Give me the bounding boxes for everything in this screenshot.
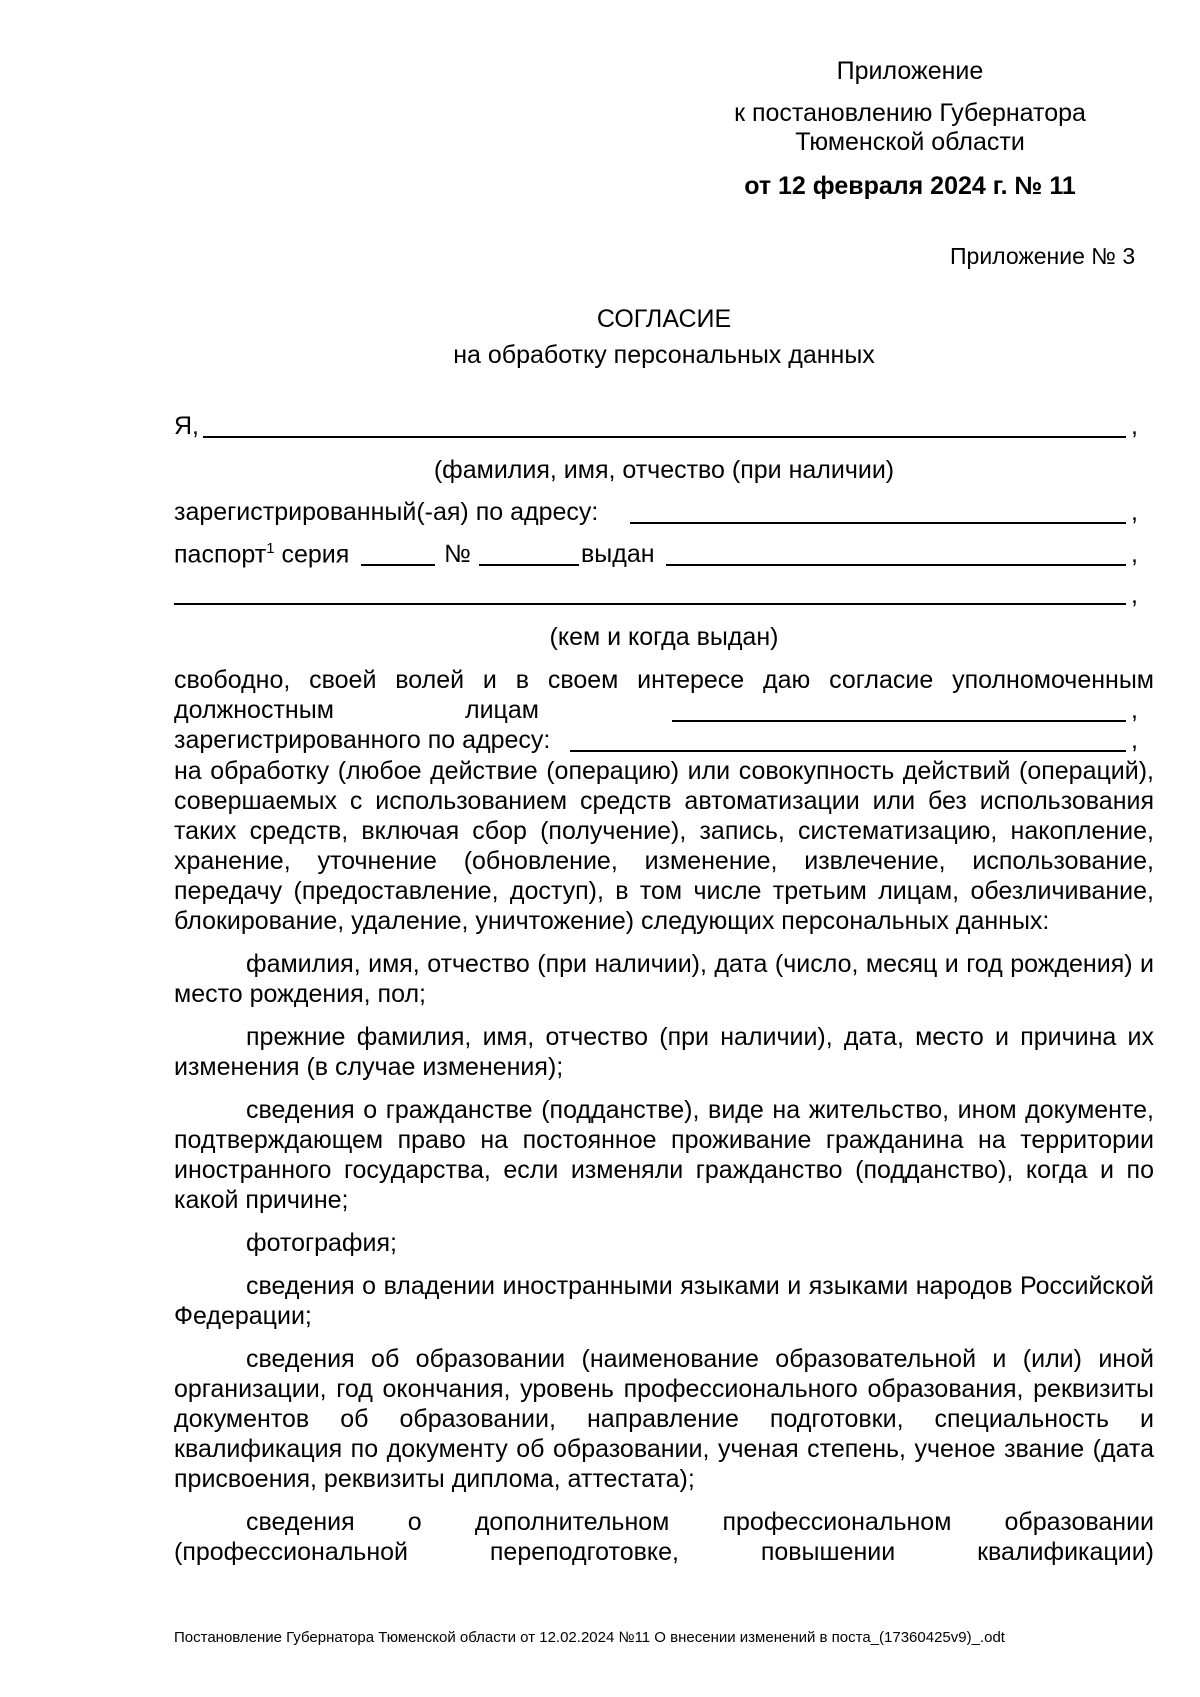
- officials-word2: лицам: [465, 696, 539, 724]
- officials-word1: должностным: [174, 696, 334, 724]
- resolution-line2: Тюменской области: [795, 128, 1025, 156]
- address-field-line[interactable]: [630, 522, 1126, 524]
- fio-field-line[interactable]: [203, 436, 1126, 438]
- consent-body: [174, 756, 1154, 1580]
- consent-line1-text: [174, 666, 1154, 695]
- fio-caption: (фамилия, имя, отчество (при наличии): [433, 456, 895, 484]
- data-item: фамилия, имя, отчество (при наличии), дата (число, месяц и год рождения) и место рождения, пол;: [174, 950, 1154, 1008]
- issued-field-line-2[interactable]: [174, 603, 1126, 605]
- registered2-label: зарегистрированного по адресу:: [174, 726, 551, 754]
- data-item: сведения об образовании (наименование образовательной и (или) иной организации, год окончания, уровень профессионального образования, реквизиты документов об образовании, направление подготовки, специальность и квалификация по документу об образовании, ученая степень, ученое звание (дата присвоения, реквизиты диплома, аттестата);: [174, 1345, 1154, 1493]
- series-field-line[interactable]: [361, 564, 435, 566]
- consent-line1-span: свободно, своей волей и в своем интересе даю согласие уполномоченным: [174, 666, 1154, 694]
- data-item: фотография;: [246, 1229, 397, 1257]
- document-subtitle: на обработку персональных данных: [453, 341, 875, 369]
- issued-label: выдан: [581, 540, 655, 568]
- document-footer: Постановление Губернатора Тюменской области от 12.02.2024 №11 О внесении изменений в поста_(17360425v9)_.odt: [174, 1629, 1005, 1646]
- appendix-number: Приложение № 3: [950, 243, 1136, 269]
- comma: ,: [1131, 696, 1138, 724]
- footnote-marker: 1: [266, 540, 275, 557]
- comma: ,: [1131, 726, 1138, 754]
- passport-label: паспорт: [174, 540, 267, 569]
- passport-row: [174, 540, 349, 569]
- comma: ,: [1131, 581, 1138, 609]
- data-item: сведения о владении иностранными языками и языками народов Российской Федерации;: [174, 1272, 1154, 1330]
- i-label: Я,: [174, 412, 199, 440]
- comma: ,: [1131, 540, 1138, 568]
- data-item: прежние фамилия, имя, отчество (при наличии), дата, место и причина их изменения (в случае изменения);: [174, 1023, 1154, 1081]
- consent-line1: [174, 666, 1154, 695]
- issued-field-line[interactable]: [666, 564, 1126, 566]
- series-label: серия: [281, 540, 350, 569]
- number-field-line[interactable]: [479, 564, 579, 566]
- officials-field-line[interactable]: [672, 720, 1126, 722]
- appendix-label: Приложение: [836, 57, 984, 85]
- comma: ,: [1131, 498, 1138, 526]
- processing-paragraph: на обработку (любое действие (операцию) или совокупность действий (операций), совершаемых с использованием средств автоматизации или без использования таких средств, включая сбор (получение), запись, систематизацию, накопление, хранение, уточнение (обновление, изменение, извлечение, использование, передачу (предоставление, доступ), в том числе третьим лицам, обезличивание, блокирование, удаление, уничтожение) следующих персональных данных:: [174, 757, 1154, 935]
- number-label: №: [444, 540, 471, 568]
- data-item: сведения о гражданстве (подданстве), виде на жительство, ином документе, подтверждающем право на постоянное проживание гражданина на территории иностранного государства, если изменяли гражданство (подданство), когда и по какой причине;: [174, 1096, 1154, 1214]
- issued-caption: (кем и когда выдан): [549, 623, 779, 651]
- registered-label: зарегистрированный(-ая) по адресу:: [174, 498, 599, 526]
- data-item: сведения о дополнительном профессиональном образовании (профессиональной переподготовке, повышении квалификации): [174, 1508, 1154, 1566]
- resolution-date-number: от 12 февраля 2024 г. № 11: [744, 172, 1076, 200]
- document-title: СОГЛАСИЕ: [596, 305, 732, 333]
- resolution-line1: к постановлению Губернатора: [734, 99, 1086, 127]
- address2-field-line[interactable]: [570, 750, 1126, 752]
- comma: ,: [1131, 412, 1138, 440]
